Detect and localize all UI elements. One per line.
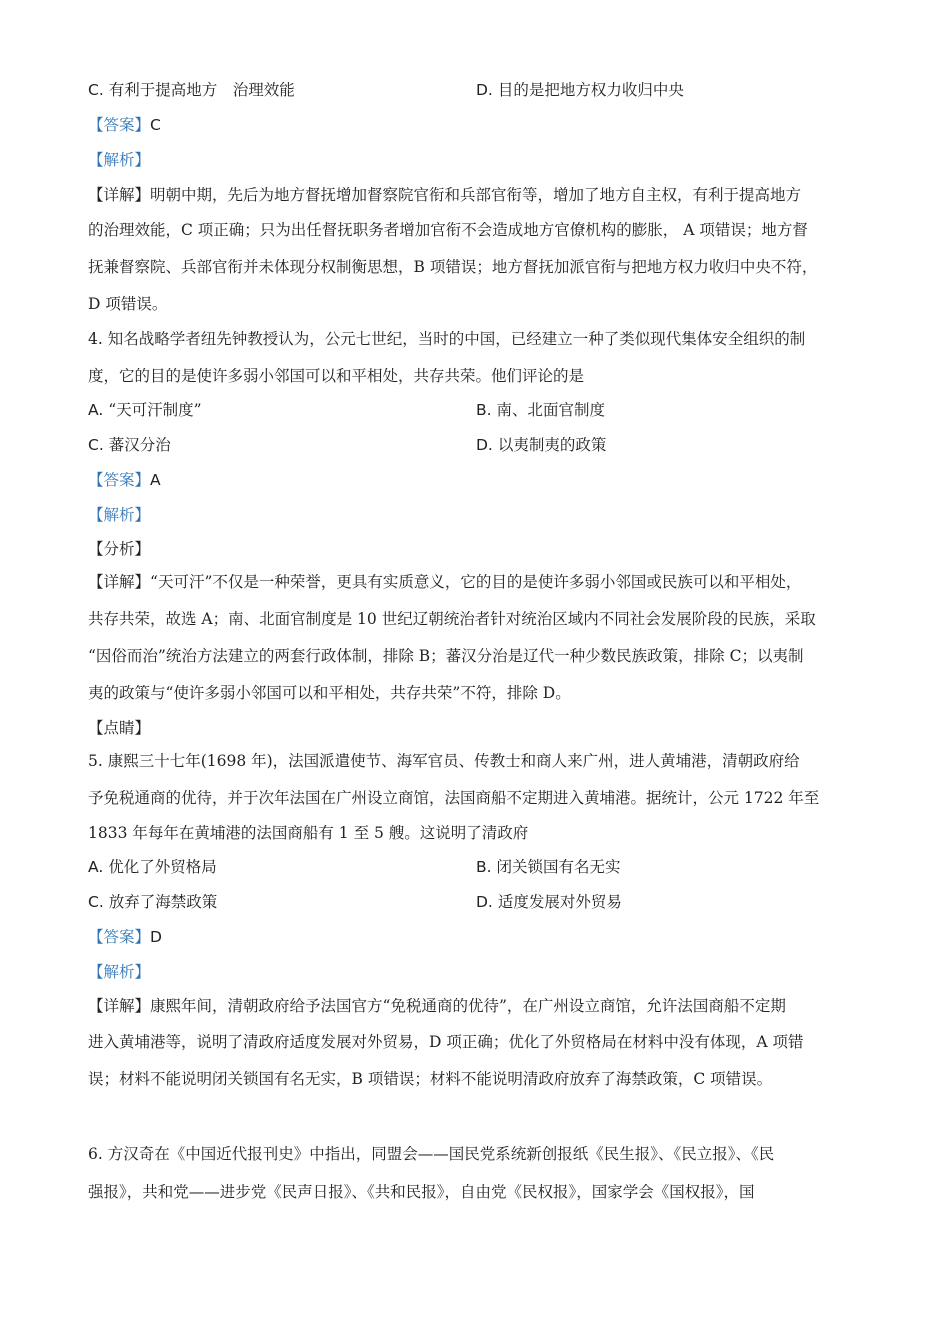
q5-stem-line-2: 予免税通商的优待，并于次年法国在广州设立商馆，法国商船不定期进入黄埔港。据统计，公元 1722 年至 [88, 789, 820, 807]
q5-option-b: B. 闭关锁国有名无实 [476, 858, 621, 876]
q4-stem-line-2: 度，它的目的是使许多弱小邻国可以和平相处，共存共荣。他们评论的是 [88, 367, 585, 385]
q6-stem-line-1: 6. 方汉奇在《中国近代报刊史》中指出，同盟会——国民党系统新创报纸《民生报》、《民立报》、《民 [88, 1145, 775, 1163]
answer-value: A [150, 471, 161, 489]
q3-detail-line-3: 抚兼督察院、兵部官衔并未体现分权制衡思想，B 项错误；地方督抚加派官衔与把地方权力收归中央不符， [88, 258, 818, 276]
q3-option-c: C. 有利于提高地方 治理效能 [88, 81, 295, 99]
detail-tag: 【详解】 [88, 186, 151, 204]
q4-answer [88, 469, 872, 491]
q5-detail-line-3: 误；材料不能说明闭关锁国有名无实，B 项错误；材料不能说明清政府放弃了海禁政策，C 项错误。 [88, 1070, 773, 1088]
answer-tag: 【答案】 [88, 116, 151, 134]
q4-detail-line-1: 【详解】“天可汗”不仅是一种荣誉，更具有实质意义，它的目的是使许多弱小邻国或民族可以和平相处， [88, 573, 802, 591]
q5-option-c: C. 放弃了海禁政策 [88, 893, 218, 911]
detail-tag: 【详解】 [88, 997, 151, 1015]
q4-stem-line-1: 4. 知名战略学者纽先钟教授认为，公元七世纪，当时的中国，已经建立一种了类似现代集体安全组织的制 [88, 330, 806, 348]
detail-tag: 【详解】 [88, 573, 151, 591]
q4-option-d: D. 以夷制夷的政策 [476, 436, 607, 454]
q3-option-d: D. 目的是把地方权力收归中央 [476, 81, 684, 99]
answer-tag: 【答案】 [88, 928, 151, 946]
q5-detail-line-2: 进入黄埔港等，说明了清政府适度发展对外贸易，D 项正确；优化了外贸格局在材料中没有体现，A 项错 [88, 1033, 804, 1051]
q4-detail-line-4: 夷的政策与“使许多弱小邻国可以和平相处，共存共荣”不符，排除 D。 [88, 684, 571, 702]
q4-option-b: B. 南、北面官制度 [476, 401, 606, 419]
q5-option-a: A. 优化了外贸格局 [88, 858, 217, 876]
answer-value: D [150, 928, 162, 946]
q4-detail-line-3: “因俗而治”统治方法建立的两套行政体制，排除 B；蕃汉分治是辽代一种少数民族政策，排除 C；以夷制 [88, 647, 804, 665]
q4-option-a: A. “天可汗制度” [88, 401, 202, 419]
q3-detail-line-4: D 项错误。 [88, 295, 168, 313]
q5-option-d: D. 适度发展对外贸易 [476, 893, 622, 911]
q3-detail-line-2: 的治理效能，C 项正确；只为出任督抚职务者增加官衔不会造成地方官僚机构的膨胀， A 项错误；地方督 [88, 221, 808, 239]
q4-analysis-heading: 【解析】 [88, 506, 151, 524]
q6-stem-line-2: 强报》，共和党——进步党《民声日报》、《共和民报》，自由党《民权报》，国家学会《国权报》，国 [88, 1183, 755, 1201]
q5-answer [88, 926, 872, 948]
q5-analysis-heading: 【解析】 [88, 963, 151, 981]
q4-fenxi-heading: 【分析】 [88, 540, 151, 558]
q5-stem-line-1: 5. 康熙三十七年(1698 年)，法国派遣使节、海军官员、传教士和商人来广州，进人黄埔港，清朝政府给 [88, 752, 800, 770]
q3-answer [88, 114, 872, 136]
q3-detail-line-1: 【详解】明朝中期，先后为地方督抚增加督察院官衔和兵部官衔等，增加了地方自主权，有利于提高地方 [88, 186, 802, 204]
answer-value: C [150, 116, 161, 134]
q4-detail-line-2: 共存共荣，故选 A；南、北面官制度是 10 世纪辽朝统治者针对统治区域内不同社会发展阶段的民族，采取 [88, 610, 816, 628]
q4-dianjing-heading: 【点睛】 [88, 719, 151, 737]
q5-stem-line-3: 1833 年每年在黄埔港的法国商船有 1 至 5 艘。这说明了清政府 [88, 824, 529, 842]
answer-tag: 【答案】 [88, 471, 151, 489]
q3-analysis-heading: 【解析】 [88, 151, 151, 169]
q5-detail-line-1: 【详解】康熙年间，清朝政府给予法国官方“免税通商的优待”，在广州设立商馆，允许法国商船不定期 [88, 997, 786, 1015]
q4-option-c: C. 蕃汉分治 [88, 436, 171, 454]
